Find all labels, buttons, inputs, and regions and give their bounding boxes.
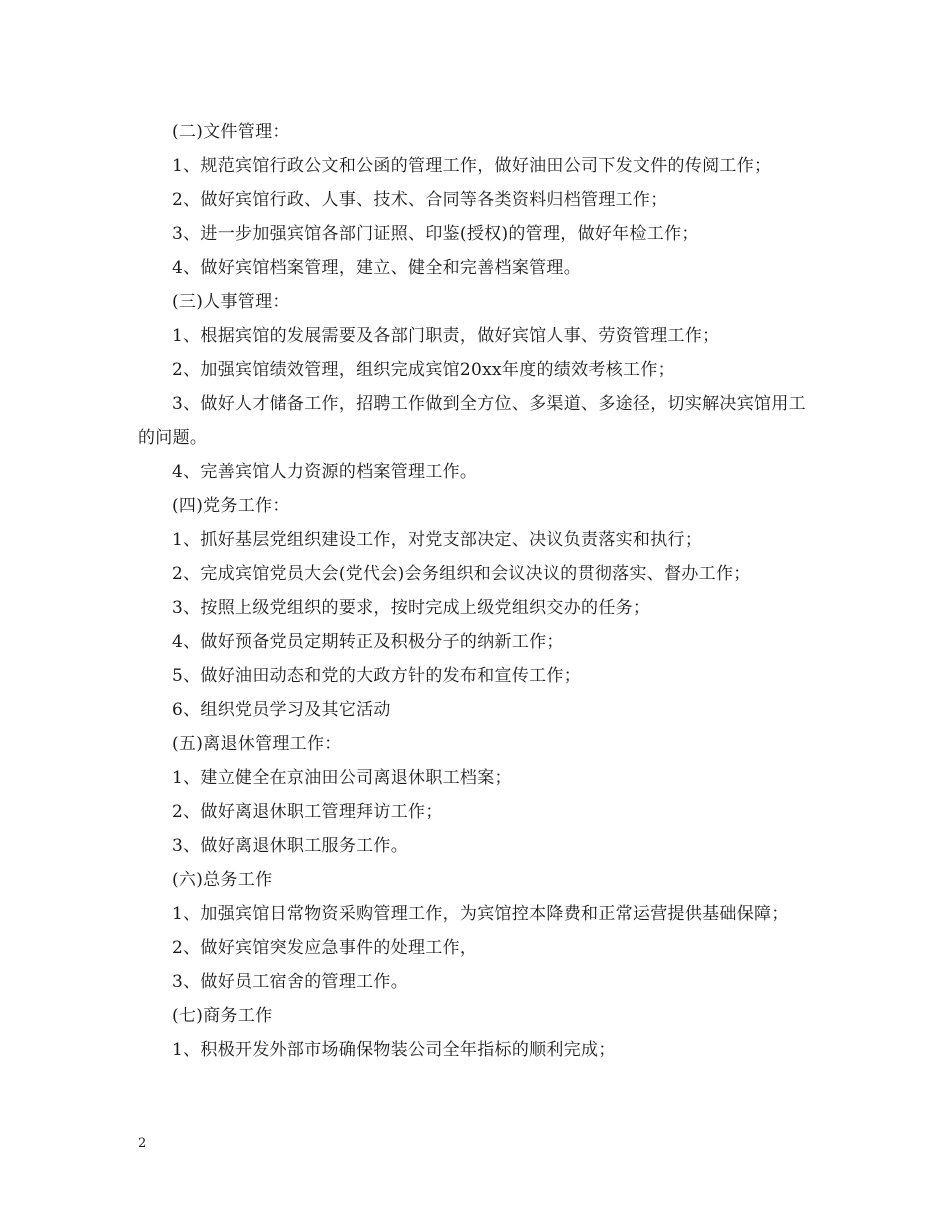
paragraph: 4、做好宾馆档案管理，建立、健全和完善档案管理。	[172, 258, 582, 278]
paragraph: 4、完善宾馆人力资源的档案管理工作。	[172, 462, 478, 482]
paragraph: 1、规范宾馆行政公文和公函的管理工作，做好油田公司下发文件的传阅工作；	[172, 156, 772, 176]
paragraph: 6、组织党员学习及其它活动	[172, 700, 391, 720]
paragraph: 5、做好油田动态和党的大政方针的发布和宣传工作；	[172, 666, 582, 686]
section-heading-retiree-management: (五)离退休管理工作：	[172, 734, 342, 754]
paragraph: 1、建立健全在京油田公司离退休职工档案；	[172, 768, 512, 788]
section-heading-business-affairs: (七)商务工作	[172, 1006, 273, 1026]
section-heading-personnel-management: (三)人事管理：	[172, 292, 290, 312]
paragraph: 1、根据宾馆的发展需要及各部门职责，做好宾馆人事、劳资管理工作；	[172, 326, 720, 346]
paragraph: 1、抓好基层党组织建设工作，对党支部决定、决议负责落实和执行；	[172, 530, 703, 550]
paragraph: 2、做好宾馆突发应急事件的处理工作，	[172, 938, 478, 958]
section-heading-party-affairs: (四)党务工作：	[172, 496, 290, 516]
paragraph: 2、完成宾馆党员大会(党代会)会务组织和会议决议的贯彻落实、督办工作；	[172, 564, 751, 584]
page-number: 2	[138, 1136, 147, 1151]
section-heading-general-affairs: (六)总务工作	[172, 870, 273, 890]
paragraph: 2、加强宾馆绩效管理，组织完成宾馆20xx年度的绩效考核工作；	[172, 360, 675, 380]
paragraph: 1、积极开发外部市场确保物装公司全年指标的顺利完成；	[172, 1040, 616, 1060]
paragraph: 2、做好离退休职工管理拜访工作；	[172, 802, 443, 822]
paragraph: 2、做好宾馆行政、人事、技术、合同等各类资料归档管理工作；	[172, 190, 668, 210]
paragraph: 3、按照上级党组织的要求，按时完成上级党组织交办的任务；	[172, 598, 651, 618]
paragraph: 3、做好人才储备工作，招聘工作做到全方位、多渠道、多途径，切实解决宾馆用工的问题。	[138, 394, 806, 448]
paragraph: 3、做好离退休职工服务工作。	[172, 836, 409, 856]
paragraph: 4、做好预备党员定期转正及积极分子的纳新工作；	[172, 632, 564, 652]
paragraph: 1、加强宾馆日常物资采购管理工作，为宾馆控本降费和正常运营提供基础保障；	[172, 904, 789, 924]
paragraph: 3、做好员工宿舍的管理工作。	[172, 972, 409, 992]
paragraph: 3、进一步加强宾馆各部门证照、印鉴(授权)的管理，做好年检工作；	[172, 224, 699, 244]
section-heading-file-management: (二)文件管理：	[172, 122, 290, 142]
document-body	[138, 115, 818, 1067]
